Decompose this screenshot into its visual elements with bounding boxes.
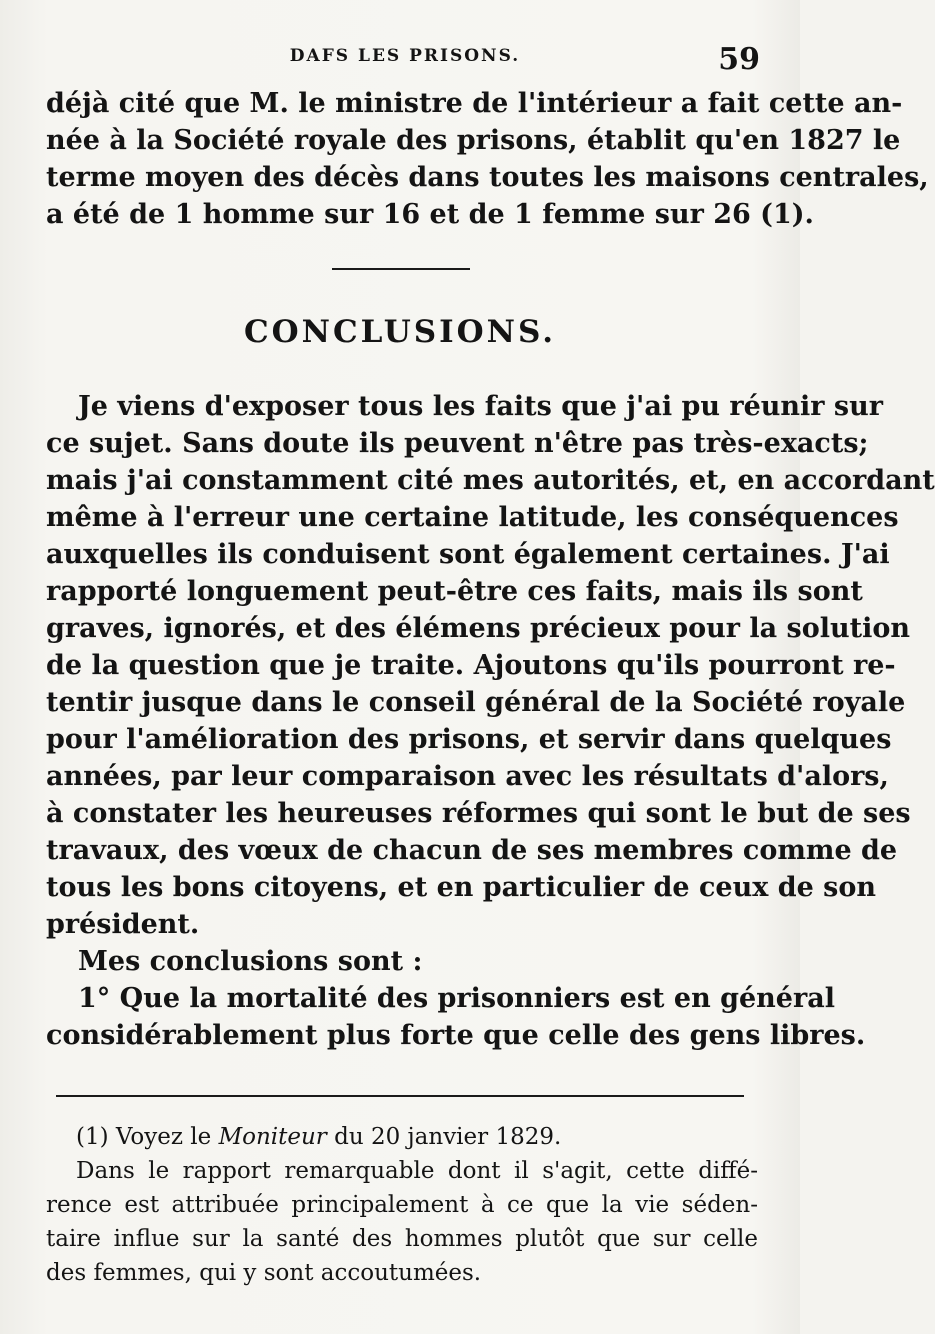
text-line: auxquelles ils conduisent sont également certaines. J'ai xyxy=(46,539,890,570)
text-line: Mes conclusions sont : xyxy=(78,946,423,977)
footnote-ref-title: Moniteur xyxy=(218,1124,327,1150)
running-title: DAFS LES PRISONS. xyxy=(289,46,521,66)
text-line: à constater les heureuses réformes qui sont le but de ses xyxy=(46,798,911,829)
footnote-rule xyxy=(56,1095,744,1097)
footnote-ref-suffix: du 20 janvier 1829. xyxy=(326,1124,562,1150)
text-line: considérablement plus forte que celle des gens libres. xyxy=(46,1020,866,1051)
text-line: ce sujet. Sans doute ils peuvent n'être pas très-exacts; xyxy=(46,428,869,459)
text-line: graves, ignorés, et des élémens précieux pour la solution xyxy=(46,613,910,644)
text-line: déjà cité que M. le ministre de l'intérieur a fait cette an- xyxy=(46,88,903,119)
text-line: travaux, des vœux de chacun de ses membres comme de xyxy=(46,835,898,866)
footnote-line: taire influe sur la santé des hommes plutôt que sur celle xyxy=(46,1226,758,1252)
text-line: président. xyxy=(46,909,200,940)
text-line: a été de 1 homme sur 16 et de 1 femme sur 26 (1). xyxy=(46,199,814,230)
footnote-reference xyxy=(76,1122,758,1152)
text-line: 1° Que la mortalité des prisonniers est en général xyxy=(78,983,835,1014)
footnote-line: rence est attribuée principalement à ce que la vie séden- xyxy=(46,1192,758,1218)
text-line: tentir jusque dans le conseil général de la Société royale xyxy=(46,687,906,718)
text-line: pour l'amélioration des prisons, et servir dans quelques xyxy=(46,724,892,755)
footnote-ref-prefix: (1) Voyez le xyxy=(76,1124,219,1150)
text-line: mais j'ai constamment cité mes autorités, et, en accordant xyxy=(46,465,935,496)
text-line: années, par leur comparaison avec les résultats d'alors, xyxy=(46,761,889,792)
text-line: Je viens d'exposer tous les faits que j'ai pu réunir sur xyxy=(78,391,883,422)
text-line: rapporté longuement peut-être ces faits, mais ils sont xyxy=(46,576,863,607)
text-line: de la question que je traite. Ajoutons qu'ils pourront re- xyxy=(46,650,896,681)
page-header xyxy=(46,42,764,82)
section-title: CONCLUSIONS. xyxy=(243,314,557,350)
footnote-line: des femmes, qui y sont accoutumées. xyxy=(46,1260,482,1286)
section-rule xyxy=(332,268,470,270)
footnote-line: Dans le rapport remarquable dont il s'agit, cette diffé- xyxy=(76,1158,758,1184)
text-line: terme moyen des décès dans toutes les maisons centrales, xyxy=(46,162,929,193)
text-line: née à la Société royale des prisons, établit qu'en 1827 le xyxy=(46,125,901,156)
text-line: tous les bons citoyens, et en particulier de ceux de son xyxy=(46,872,877,903)
text-line: même à l'erreur une certaine latitude, les conséquences xyxy=(46,502,899,533)
page-number: 59 xyxy=(718,42,760,77)
